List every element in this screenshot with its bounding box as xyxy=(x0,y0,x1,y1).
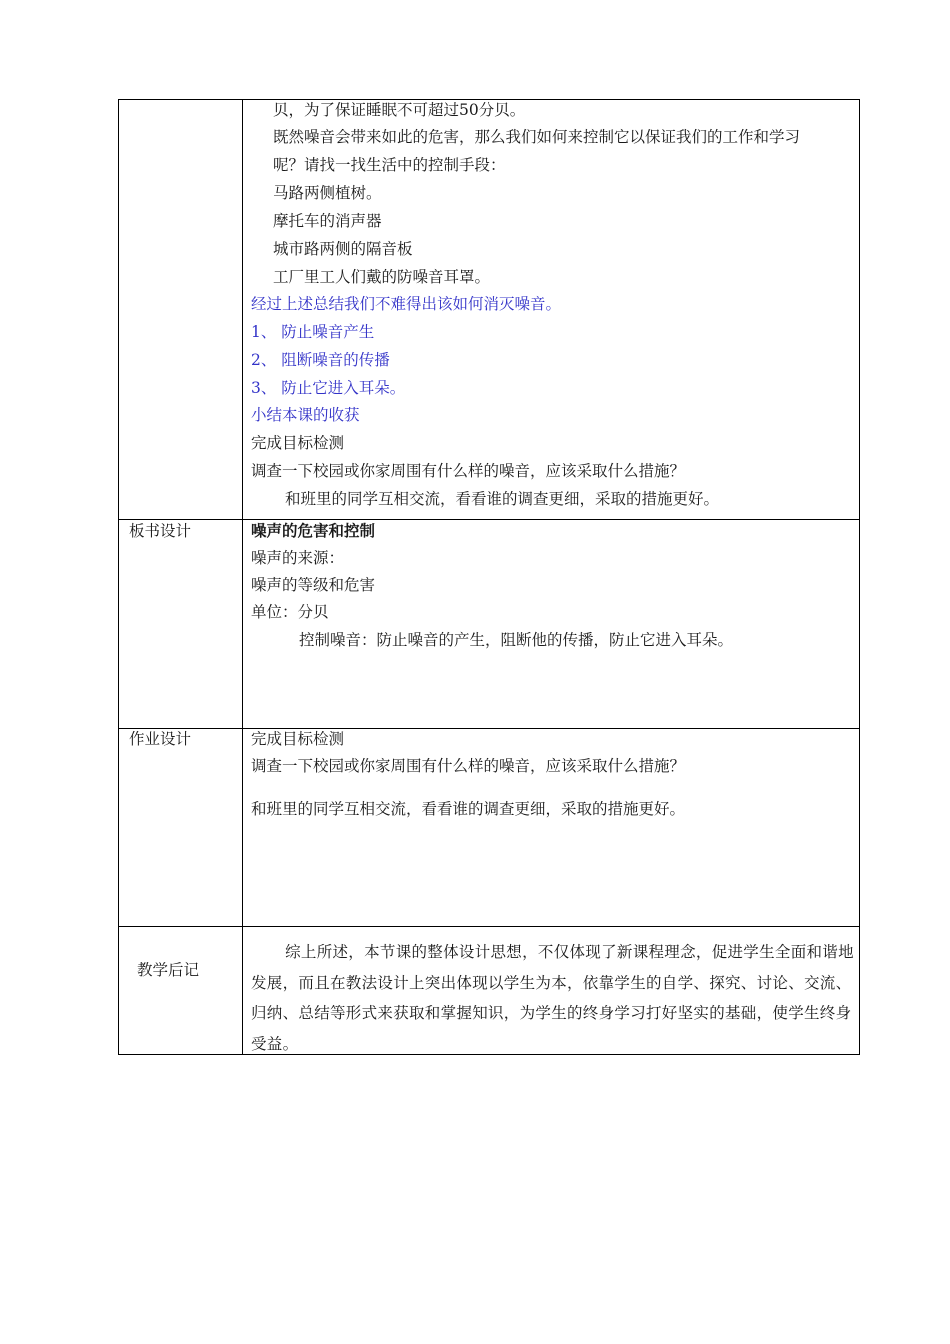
process-line: 呢？请找一找生活中的控制手段： xyxy=(273,156,506,174)
reflection-text: 综上所述，本节课的整体设计思想，不仅体现了新课程理念，促进学生全面和谐地发展，而且在教法设计上突出体现以学生为本，依靠学生的自学、探究、讨论、交流、归纳、总结等形式来获取和掌握知识，为学生的终身学习打好坚实的基础，使学生终身受益。 xyxy=(251,943,854,1053)
process-line: 贝，为了保证睡眠不可超过50分贝。 xyxy=(273,101,526,119)
process-line: 工厂里工人们戴的防噪音耳罩。 xyxy=(273,268,491,286)
process-line-highlight: 小结本课的收获 xyxy=(251,406,360,424)
board-line: 单位：分贝 xyxy=(251,603,329,621)
process-line-highlight: 经过上述总结我们不难得出该如何消灭噪音。 xyxy=(251,295,562,313)
row-divider xyxy=(119,926,859,927)
process-line-highlight: 2、 阻断噪音的传播 xyxy=(251,351,390,369)
row-divider xyxy=(119,728,859,729)
board-title: 噪声的危害和控制 xyxy=(251,521,376,540)
process-line: 城市路两侧的隔音板 xyxy=(273,240,413,258)
board-line: 控制噪音：防止噪音的产生，阻断他的传播，防止它进入耳朵。 xyxy=(299,631,734,649)
process-line: 摩托车的消声器 xyxy=(273,212,382,230)
homework-line: 和班里的同学互相交流，看看谁的调查更细，采取的措施更好。 xyxy=(251,800,686,818)
row-divider xyxy=(119,519,859,520)
lesson-plan-table xyxy=(118,99,860,1055)
column-divider xyxy=(242,100,243,1054)
reflection-label: 教学后记 xyxy=(137,961,200,979)
board-line: 噪声的来源： xyxy=(251,549,345,567)
process-line: 马路两侧植树。 xyxy=(273,184,382,202)
homework-line: 完成目标检测 xyxy=(251,730,345,748)
homework-line: 调查一下校园或你家周围有什么样的噪音，应该采取什么措施？ xyxy=(251,757,686,775)
board-design-label: 板书设计 xyxy=(129,522,192,540)
process-line: 调查一下校园或你家周围有什么样的噪音，应该采取什么措施？ xyxy=(251,462,686,480)
process-line: 既然噪音会带来如此的危害，那么我们如何来控制它以保证我们的工作和学习 xyxy=(273,128,801,146)
process-line: 完成目标检测 xyxy=(251,434,345,452)
process-line-highlight: 3、 防止它进入耳朵。 xyxy=(251,379,406,397)
process-line-highlight: 1、 防止噪音产生 xyxy=(251,323,375,341)
process-line: 和班里的同学互相交流，看看谁的调查更细，采取的措施更好。 xyxy=(285,490,720,508)
homework-design-label: 作业设计 xyxy=(129,730,192,748)
board-line: 噪声的等级和危害 xyxy=(251,576,376,594)
